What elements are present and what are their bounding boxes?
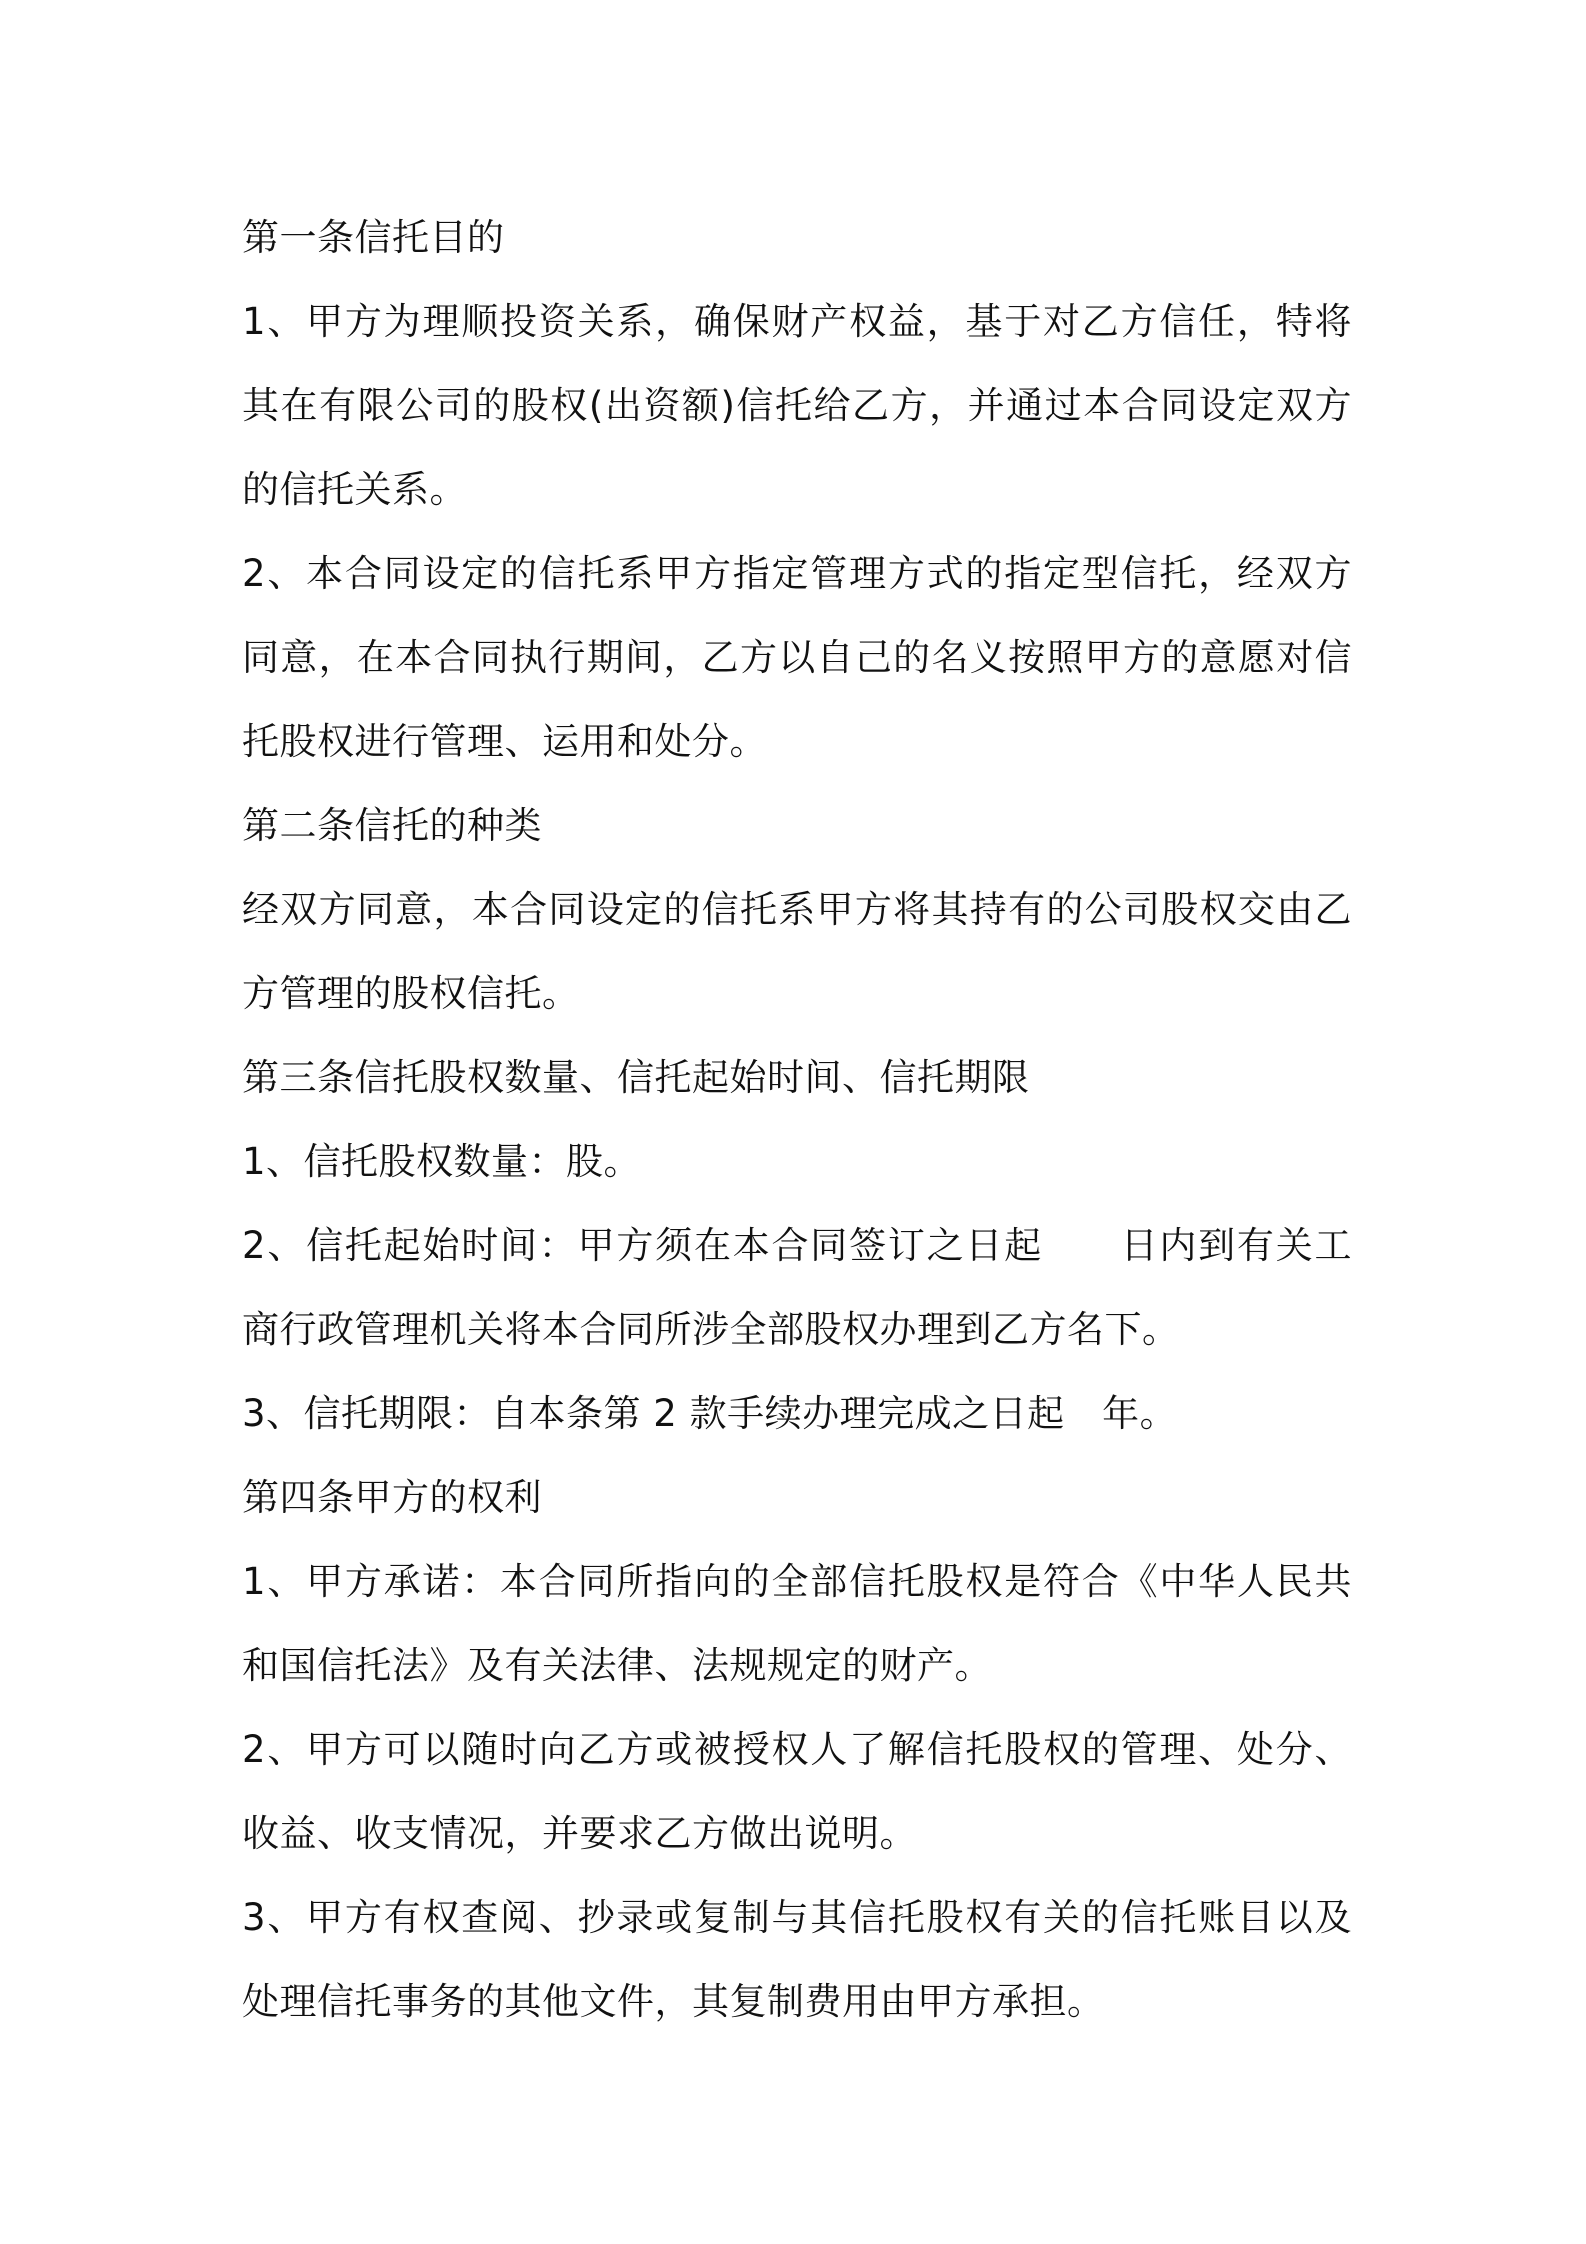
section-heading: 第四条甲方的权利: [242, 1476, 542, 1519]
section-1: [242, 196, 1352, 784]
paragraph: 1、信托股权数量：股。: [242, 1140, 642, 1183]
section-heading: 第一条信托目的: [242, 216, 505, 259]
paragraph: 1、甲方承诺：本合同所指向的全部信托股权是符合《中华人民共和国信托法》及有关法律、法规规定的财产。: [242, 1560, 1352, 1687]
section-heading: 第二条信托的种类: [242, 804, 542, 847]
paragraph: 3、甲方有权查阅、抄录或复制与其信托股权有关的信托账目以及处理信托事务的其他文件，其复制费用由甲方承担。: [242, 1896, 1352, 2023]
section-2: [242, 784, 1352, 1036]
paragraph: 2、本合同设定的信托系甲方指定管理方式的指定型信托，经双方同意，在本合同执行期间，乙方以自己的名义按照甲方的意愿对信托股权进行管理、运用和处分。: [242, 552, 1352, 763]
contract-body: [242, 196, 1352, 2044]
paragraph: 1、甲方为理顺投资关系，确保财产权益，基于对乙方信任，特将其在有限公司的股权(出资额)信托给乙方，并通过本合同设定双方的信托关系。: [242, 300, 1352, 511]
section-heading: 第三条信托股权数量、信托起始时间、信托期限: [242, 1056, 1030, 1099]
paragraph: 3、信托期限：自本条第 2 款手续办理完成之日起 年。: [242, 1392, 1178, 1435]
paragraph: 2、甲方可以随时向乙方或被授权人了解信托股权的管理、处分、收益、收支情况，并要求乙方做出说明。: [242, 1728, 1352, 1855]
section-4: [242, 1456, 1352, 2044]
section-3: [242, 1036, 1352, 1456]
paragraph: 经双方同意，本合同设定的信托系甲方将其持有的公司股权交由乙方管理的股权信托。: [242, 888, 1352, 1015]
paragraph: 2、信托起始时间：甲方须在本合同签订之日起 日内到有关工商行政管理机关将本合同所涉全部股权办理到乙方名下。: [242, 1224, 1352, 1351]
